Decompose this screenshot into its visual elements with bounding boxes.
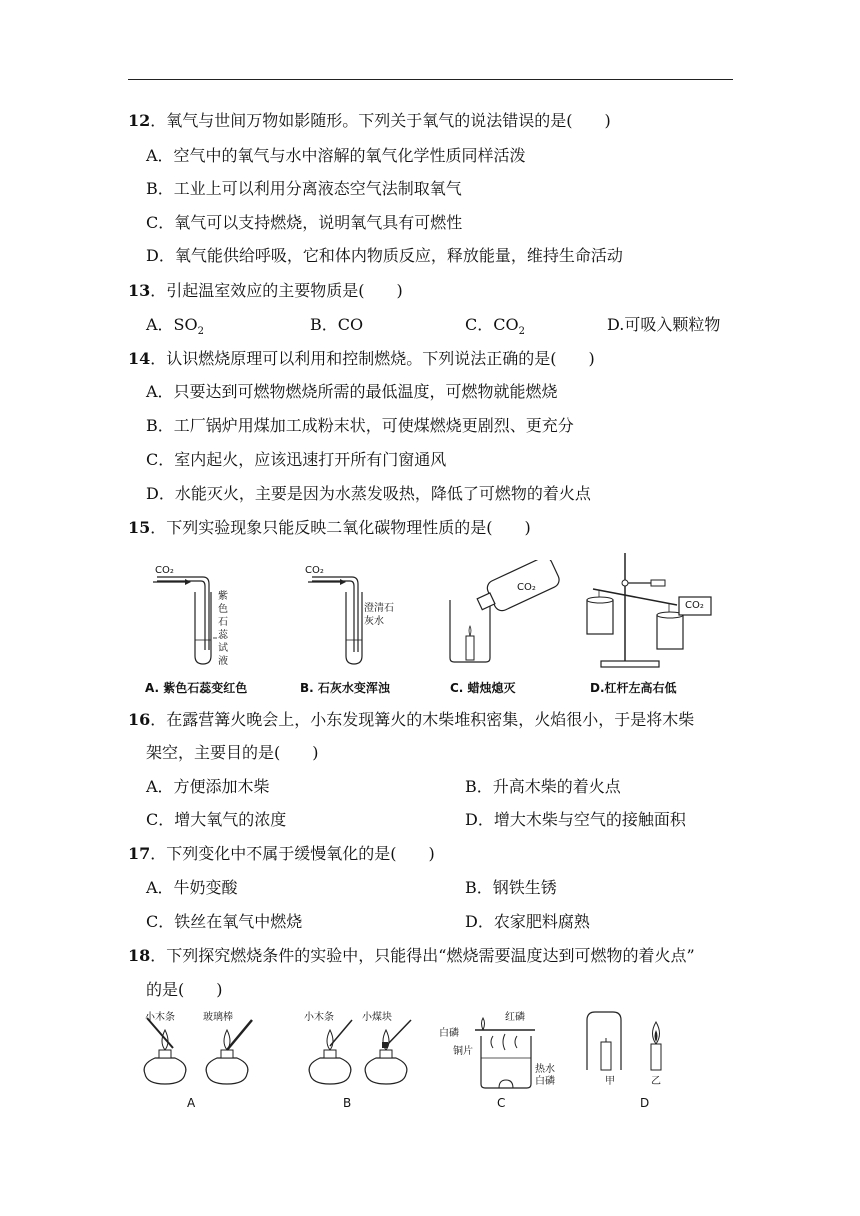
option-a-text: A．SO bbox=[146, 315, 198, 334]
question-number: 18 bbox=[128, 946, 151, 965]
liquid-label: 澄清石灰水 bbox=[364, 603, 394, 627]
question-number: 14 bbox=[128, 349, 151, 368]
q18-figure-d bbox=[585, 1008, 695, 1113]
question-text: ．下列变化中不属于缓慢氧化的是( ) bbox=[150, 844, 435, 863]
option-d: D．水能灭火，主要是因为水蒸发吸热，降低了可燃物的着火点 bbox=[146, 484, 591, 503]
figure-caption: D.杠杆左高右低 bbox=[590, 681, 677, 695]
label-small-stick: 小木条 bbox=[145, 1012, 175, 1023]
gas-label: CO₂ bbox=[517, 582, 536, 593]
option-b: B．工厂锅炉用煤加工成粉末状，可使煤燃烧更剧烈、更充分 bbox=[146, 416, 574, 435]
option-b: B．CO bbox=[310, 315, 364, 334]
test-tube-apparatus bbox=[145, 560, 275, 670]
option-c: C．增大氧气的浓度 bbox=[146, 810, 287, 829]
q15-figure-d bbox=[585, 545, 730, 700]
q18-figure-b bbox=[300, 1008, 430, 1113]
option-b: B．工业上可以利用分离液态空气法制取氧气 bbox=[146, 179, 462, 198]
lever-balance-apparatus bbox=[585, 545, 730, 673]
top-rule bbox=[128, 79, 733, 80]
question-text: ．下列实验现象只能反映二氧化碳物理性质的是( ) bbox=[150, 518, 531, 537]
option-c: C．氧气可以支持燃烧，说明氧气具有可燃性 bbox=[146, 213, 463, 232]
label-white-phosphorus-2: 白磷 bbox=[535, 1076, 555, 1087]
gas-label: CO₂ bbox=[155, 565, 174, 576]
question-number: 16 bbox=[128, 710, 151, 729]
gas-label: CO₂ bbox=[685, 600, 704, 611]
candles-apparatus bbox=[585, 1008, 695, 1078]
question-18-stem-cont: 的是( ) bbox=[146, 980, 223, 999]
question-16-stem-cont: 架空，主要目的是( ) bbox=[146, 743, 319, 762]
label-hot-water: 热水 bbox=[535, 1064, 555, 1075]
question-text: ．引起温室效应的主要物质是( ) bbox=[150, 281, 403, 300]
label-yi: 乙 bbox=[651, 1076, 661, 1087]
question-14-stem bbox=[128, 348, 595, 370]
question-12-stem bbox=[128, 110, 611, 132]
q15-figure-a bbox=[145, 560, 275, 700]
question-16-stem bbox=[128, 709, 694, 731]
q15-figure-c bbox=[445, 560, 575, 700]
option-b: B．钢铁生锈 bbox=[465, 878, 557, 897]
option-d: D.可吸入颗粒物 bbox=[607, 315, 721, 334]
option-c bbox=[465, 314, 525, 343]
label-coal-block: 小煤块 bbox=[362, 1012, 392, 1023]
option-a: A．方便添加木柴 bbox=[146, 777, 270, 796]
question-number: 17 bbox=[128, 844, 151, 863]
question-number: 12 bbox=[128, 111, 151, 130]
figure-caption: C. 蜡烛熄灭 bbox=[450, 681, 516, 695]
q15-figure-b bbox=[300, 560, 430, 700]
option-a: A．空气中的氧气与水中溶解的氧气化学性质同样活泼 bbox=[146, 146, 526, 165]
subscript: 2 bbox=[518, 326, 525, 338]
question-17-stem bbox=[128, 843, 435, 865]
figure-caption: D bbox=[640, 1096, 650, 1110]
liquid-label: 紫色石蕊试液 bbox=[218, 591, 228, 667]
question-text: ．认识燃烧原理可以利用和控制燃烧。下列说法正确的是( ) bbox=[150, 349, 595, 368]
option-d: D．农家肥料腐熟 bbox=[465, 912, 590, 931]
figure-caption: A. 紫色石蕊变红色 bbox=[145, 681, 248, 695]
subscript: 2 bbox=[197, 326, 205, 338]
question-18-stem bbox=[128, 945, 695, 967]
label-copper-plate: 铜片 bbox=[453, 1046, 473, 1057]
question-number: 13 bbox=[128, 281, 151, 300]
option-b: B．升高木柴的着火点 bbox=[465, 777, 621, 796]
question-text: ．下列探究燃烧条件的实验中，只能得出“燃烧需要温度达到可燃物的着火点” bbox=[150, 946, 695, 965]
figure-caption: B. 石灰水变浑浊 bbox=[300, 681, 390, 695]
option-a bbox=[146, 314, 204, 343]
option-c-text: C．CO bbox=[465, 315, 519, 334]
figure-caption: A bbox=[187, 1096, 196, 1110]
q18-figure-a bbox=[135, 1008, 270, 1113]
figure-caption: C bbox=[497, 1096, 506, 1110]
label-red-phosphorus: 红磷 bbox=[505, 1012, 525, 1023]
option-d: D．氧气能供给呼吸，它和体内物质反应，释放能量，维持生命活动 bbox=[146, 246, 623, 265]
option-c: C．铁丝在氧气中燃烧 bbox=[146, 912, 303, 931]
option-a: A．牛奶变酸 bbox=[146, 878, 238, 897]
question-number: 15 bbox=[128, 518, 151, 537]
question-15-stem bbox=[128, 517, 531, 539]
figure-caption: B bbox=[343, 1096, 352, 1110]
option-a: A．只要达到可燃物燃烧所需的最低温度，可燃物就能燃烧 bbox=[146, 382, 558, 401]
question-text: ．在露营篝火晚会上，小东发现篝火的木柴堆积密集，火焰很小，于是将木柴 bbox=[150, 710, 695, 729]
option-c: C．室内起火，应该迅速打开所有门窗通风 bbox=[146, 450, 447, 469]
beaker-candle-apparatus bbox=[445, 560, 575, 670]
question-13-stem bbox=[128, 280, 403, 302]
label-white-phosphorus: 白磷 bbox=[439, 1028, 459, 1039]
question-text: ．氧气与世间万物如影随形。下列关于氧气的说法错误的是( ) bbox=[150, 111, 611, 130]
gas-label: CO₂ bbox=[305, 565, 324, 576]
label-glass-rod: 玻璃棒 bbox=[203, 1012, 233, 1023]
label-small-stick: 小木条 bbox=[304, 1012, 334, 1023]
label-jia: 甲 bbox=[605, 1076, 615, 1087]
option-d: D．增大木柴与空气的接触面积 bbox=[465, 810, 686, 829]
q18-figure-c bbox=[435, 1008, 565, 1113]
